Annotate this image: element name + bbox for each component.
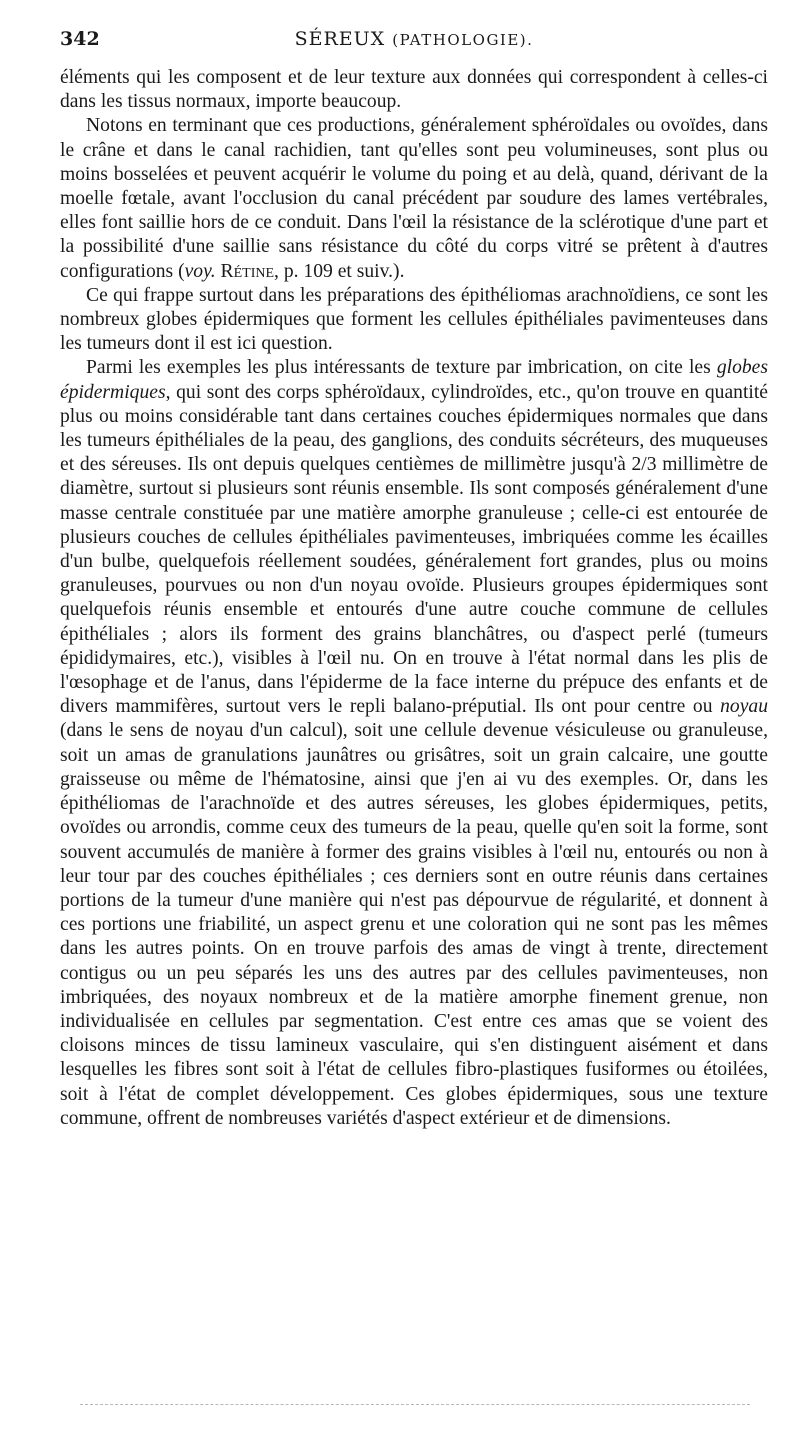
paragraph-3 xyxy=(60,356,768,1131)
text-run: , qui sont des corps sphéroïdaux, cylindroïdes, etc., qu'on trouve en quantité plus ou moins considérable tant dans certaines couches épidermiques normales que dans les tumeurs épithéliales de la peau, des ganglions, des conduits sécréteurs, des muqueuses et des séreuses. Ils ont depuis quelques centièmes de millimètre jusqu'à 2/3 millimètre de diamètre, surtout si plusieurs sont réunis ensemble. Ils sont composés généralement d'une masse centrale constituée par une matière amorphe granuleuse ; celle-ci est entourée de plusieurs couches de cellules épithéliales pavimenteuses, imbriquées comme les écailles d'un bulbe, quelquefois réellement soudées, généralement fort grandes, plus ou moins granuleuses, pourvues ou non d'un noyau ovoïde. Plusieurs groupes épidermiques sont quelquefois réunis ensemble et entourés d'une autre couche commune de cellules épithéliales ; alors ils forment des grains blanchâtres, ou d'aspect perlé (tumeurs épididymaires, etc.), visibles à l'œil nu. On en trouve à l'état normal dans les plis de l'œsophage et de l'anus, dans l'épiderme de la face interne du prépuce des enfants et de divers mammifères, surtout vers le repli balano-préputial. Ils ont pour centre ou xyxy=(60,381,768,718)
text-run: Rétine xyxy=(220,260,275,282)
text-run: , p. 109 et suiv.). xyxy=(274,260,405,282)
footer-rule xyxy=(80,1404,750,1405)
running-title xyxy=(140,28,768,50)
page-number: 342 xyxy=(60,28,100,50)
paragraph-2 xyxy=(60,284,768,357)
text-run: voy. xyxy=(184,260,216,282)
text-run: Notons en terminant que ces productions, généralement sphéroïdales ou ovoïdes, dans le crâne et dans le canal rachidien, tant qu'elles sont peu volumineuses, sont plus ou moins bosselées et peuvent acquérir le volume du poing et au delà, quand, dérivant de la moelle fœtale, avant l'occlusion du canal précédent par soudure des lames vertébrales, elles font saillie hors de ce conduit. Dans l'œil la résistance de la sclérotique d'une part et la possibilité d'une saillie sans résistance du côté du corps vitré se prêtent à d'autres configurations ( xyxy=(60,115,768,282)
paragraph-0 xyxy=(60,66,768,114)
text-run: globes épidermiques xyxy=(60,357,768,403)
text-run: Ce qui frappe surtout dans les préparations des épithéliomas arachnoïdiens, ce sont les nombreux globes épidermiques que forment les cellules épithéliales pavimenteuses dans les tumeurs dont il est ici question. xyxy=(60,284,768,355)
text-run: Parmi les exemples les plus intéressants de texture par imbrication, on cite les xyxy=(86,357,717,379)
text-run: (dans le sens de noyau d'un calcul), soit une cellule devenue vésiculeuse ou granuleuse, soit un amas de granulations jaunâtres ou grisâtres, soit un grain calcaire, une goutte graisseuse ou même de l'hématosine, ainsi que j'en ai vu des exemples. Or, dans les épithéliomas de l'arachnoïde et des autres séreuses, les globes épidermiques, petits, ovoïdes ou arrondis, comme ceux des tumeurs de la peau, quelle qu'en soit la forme, sont souvent accumulés de manière à former des grains visibles à l'œil nu, entourés ou non à leur tour par des couches épithéliales ; ces derniers sont en outre réunis dans certaines portions de la tumeur d'une manière qui n'est pas dépourvue de régularité, et donnent à ces portions une friabilité, un aspect grenu et une coloration qui ne sont pas les mêmes dans les autres points. On en trouve parfois des amas de vingt à trente, directement contigus ou un peu séparés les uns des autres par des cellules pavimenteuses, non imbriquées, des noyaux nombreux et de la matière amorphe finement grenue, non individualisée en cellules par segmentation. C'est entre ces amas que se voient des cloisons minces de tissu lamineux vasculaire, qui s'en distinguent aisément et dans lesquelles les fibres sont soit à l'état de cellules fibro-plastiques fusiformes ou étoilées, soit à l'état de complet développement. Ces globes épidermiques, sous une texture commune, offrent de nombreuses variétés d'aspect extérieur et de dimensions. xyxy=(60,720,768,1129)
body-text xyxy=(60,66,768,1131)
text-run: éléments qui les composent et de leur texture aux données qui correspondent à celles-ci dans les tissus normaux, importe beaucoup. xyxy=(60,67,768,113)
text-run: noyau xyxy=(720,696,768,718)
paragraph-1 xyxy=(60,114,768,283)
running-title-main: SÉREUX xyxy=(294,28,386,50)
running-title-subtitle: (PATHOLOGIE). xyxy=(392,31,534,49)
running-header xyxy=(60,28,768,58)
